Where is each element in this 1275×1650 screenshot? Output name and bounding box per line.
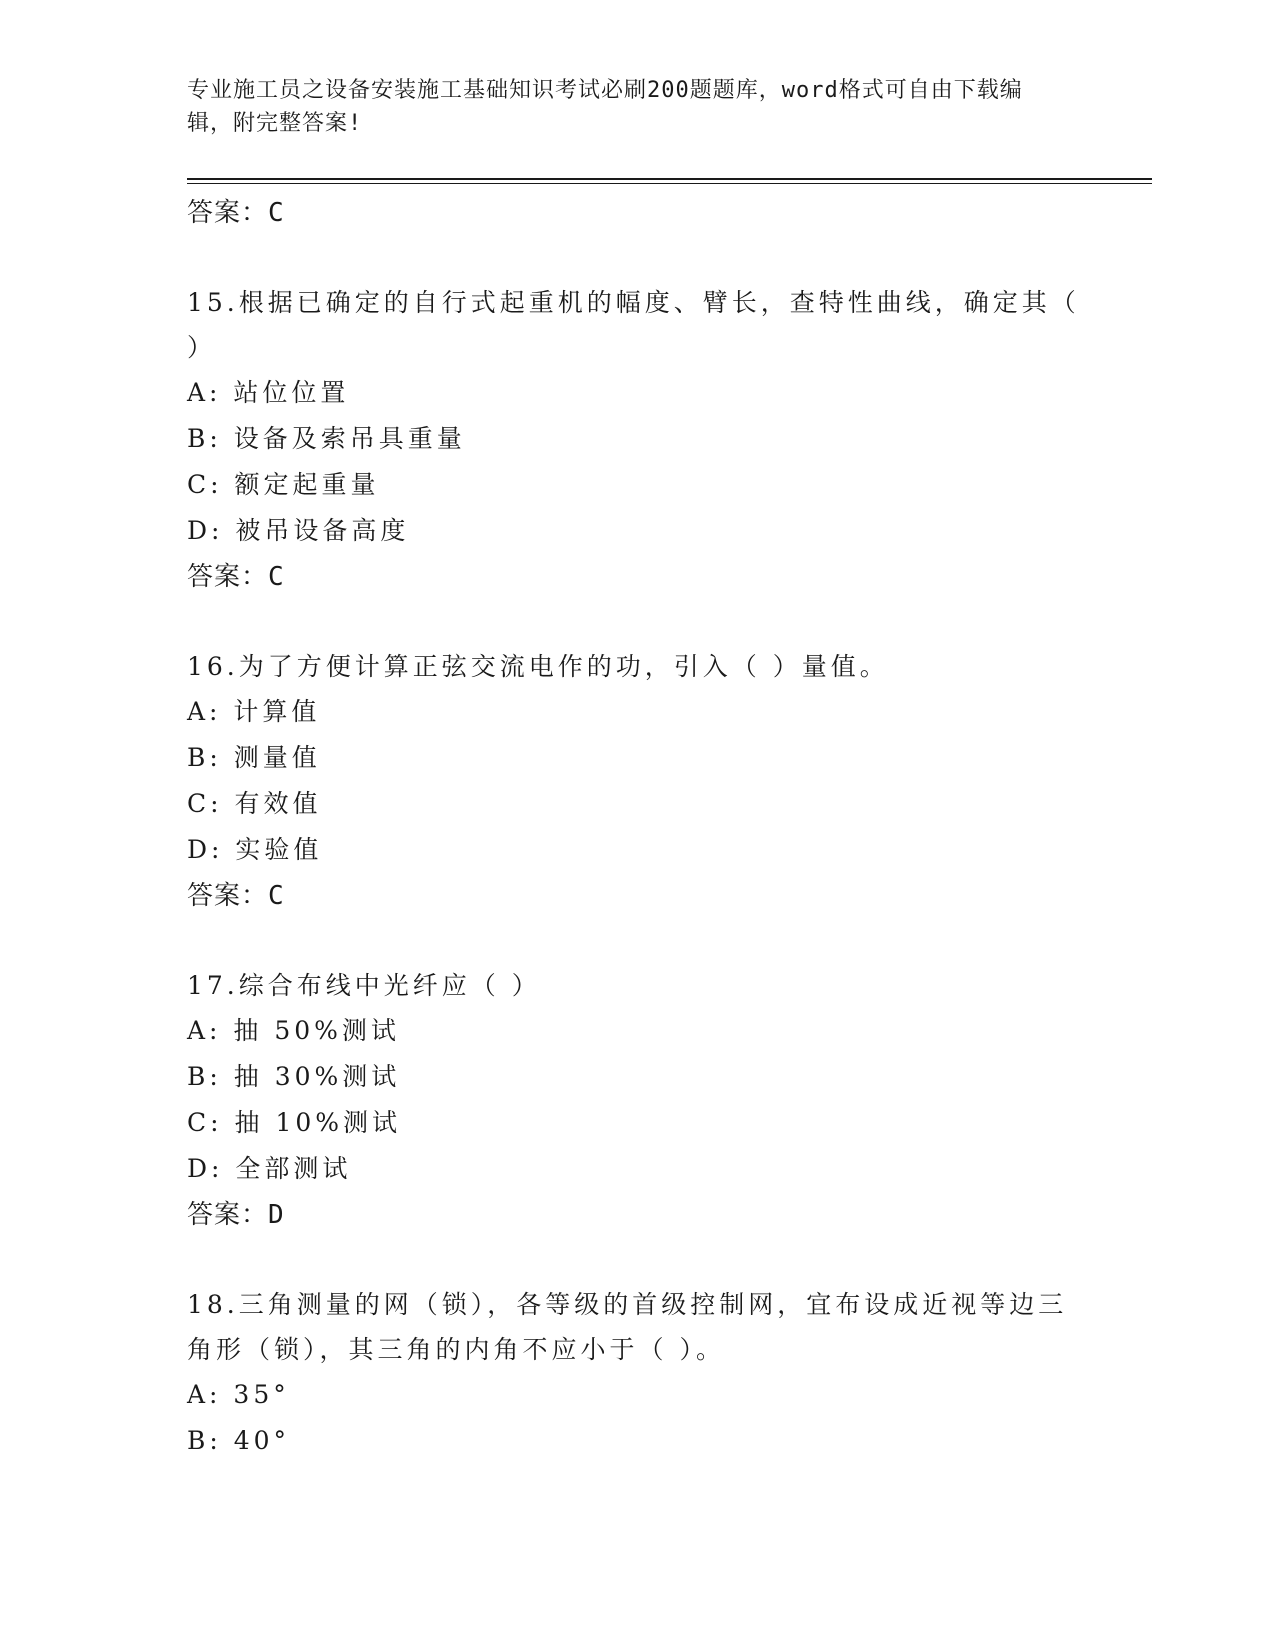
answer: 答案：C (187, 881, 285, 911)
document-header: 专业施工员之设备安装施工基础知识考试必刷200题题库，word格式可自由下载编辑，附完整答案! (187, 78, 1023, 136)
answer: 答案：C (187, 562, 285, 592)
spacer (187, 1238, 1087, 1282)
question-stem: 18.三角测量的网（锁），各等级的首级控制网，宜布设成近视等边三角形（锁），其三角的内角不应小于（ ）。 (187, 1290, 1068, 1364)
option-c: C: 有效值 (187, 789, 322, 818)
option-b: B: 测量值 (187, 743, 321, 772)
question-17 (187, 963, 1087, 1238)
question-stem: 16.为了方便计算正弦交流电作的功，引入（ ）量值。 (187, 652, 889, 681)
option-d: D: 被吊设备高度 (187, 516, 410, 545)
option-a: A: 抽 50%测试 (187, 1016, 400, 1045)
option-a: A: 计算值 (187, 697, 321, 726)
header-divider-thin (187, 183, 1152, 184)
spacer (187, 236, 1087, 280)
option-b: B: 40° (187, 1426, 291, 1455)
spacer (187, 600, 1087, 644)
option-d: D: 全部测试 (187, 1154, 352, 1183)
question-18 (187, 1282, 1087, 1464)
option-c: C: 抽 10%测试 (187, 1108, 402, 1137)
option-a: A: 35° (187, 1380, 290, 1409)
header-divider-thick (187, 178, 1152, 180)
option-c: C: 额定起重量 (187, 470, 380, 499)
document-body (187, 190, 1087, 1464)
question-stem: 17.综合布线中光纤应（ ） (187, 971, 541, 1000)
question-stem: 15.根据已确定的自行式起重机的幅度、臂长，查特性曲线，确定其（ ） (187, 288, 1080, 362)
question-15 (187, 280, 1087, 600)
answer: 答案：D (187, 1200, 285, 1230)
option-b: B: 抽 30%测试 (187, 1062, 401, 1091)
question-16 (187, 644, 1087, 919)
previous-answer: 答案：C (187, 198, 285, 228)
option-d: D: 实验值 (187, 835, 323, 864)
option-a: A: 站位位置 (187, 378, 350, 407)
option-b: B: 设备及索吊具重量 (187, 424, 466, 453)
spacer (187, 919, 1087, 963)
